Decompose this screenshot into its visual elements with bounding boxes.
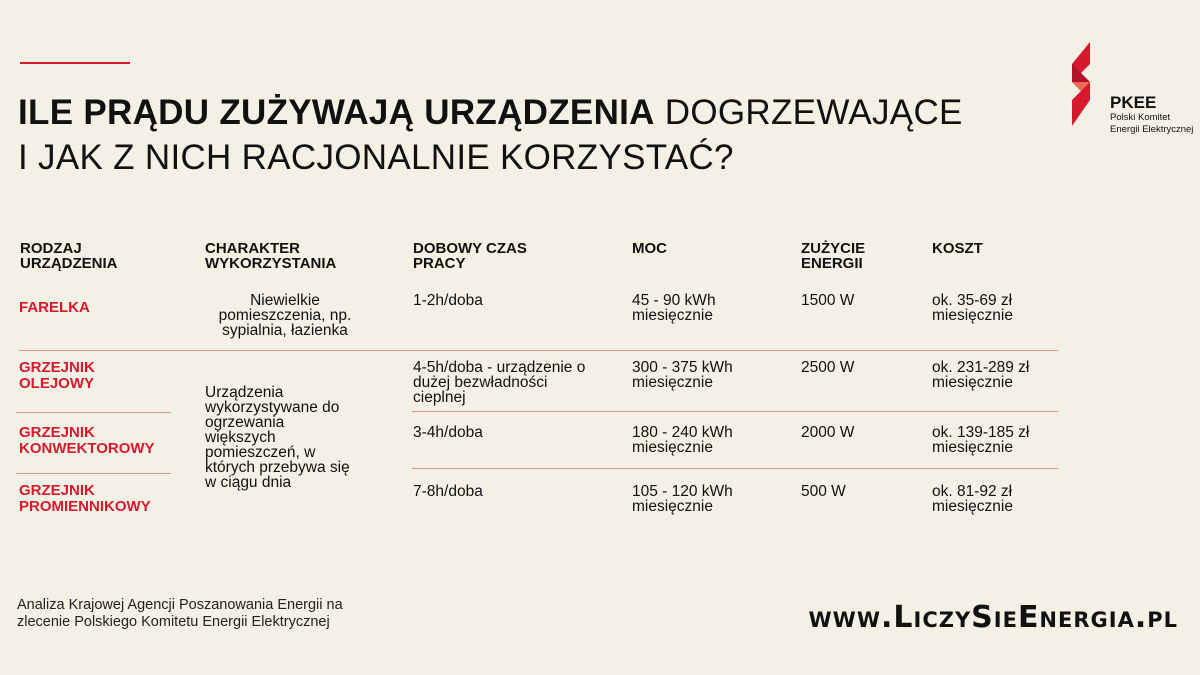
title-bold: ILE PRĄDU ZUŻYWAJĄ URZĄDZENIA bbox=[18, 93, 655, 132]
energy-usage: 300 - 375 kWh miesięcznie bbox=[632, 359, 733, 391]
website-link[interactable]: www.LiczySieEnergia.pl bbox=[808, 600, 1178, 635]
pkee-logo bbox=[1068, 42, 1194, 135]
source-note: Analiza Krajowej Agencji Poszanowania Energii na zlecenie Polskiego Komitetu Energii Elektrycznej bbox=[17, 597, 343, 630]
device-name: GRZEJNIK OLEJOWY bbox=[19, 359, 95, 392]
energy-usage: 45 - 90 kWh miesięcznie bbox=[632, 292, 716, 324]
title-rest: DOGRZEWAJĄCE bbox=[654, 93, 963, 132]
row-divider bbox=[412, 468, 1058, 469]
power: 2000 W bbox=[801, 424, 855, 441]
daily-time: 3-4h/doba bbox=[413, 424, 483, 441]
cost: ok. 81-92 zł miesięcznie bbox=[932, 483, 1013, 515]
device-name: GRZEJNIK KONWEKTOROWY bbox=[19, 424, 155, 457]
daily-time: 4-5h/doba - urządzenie o dużej bezwładności cieplnej bbox=[413, 359, 586, 406]
header-power: MOC bbox=[632, 240, 667, 257]
title-line2: I JAK Z NICH RACJONALNIE KORZYSTAĆ? bbox=[18, 138, 734, 177]
row-divider bbox=[16, 412, 171, 413]
logo-line2: Energii Elektrycznej bbox=[1110, 124, 1194, 135]
device-name: GRZEJNIK PROMIENNIKOWY bbox=[19, 482, 151, 515]
logo-line1: Polski Komitet bbox=[1110, 112, 1171, 123]
cost: ok. 231-289 zł miesięcznie bbox=[932, 359, 1030, 391]
row-divider bbox=[412, 411, 1058, 412]
row-divider bbox=[19, 350, 1058, 351]
daily-time: 7-8h/doba bbox=[413, 483, 483, 500]
header-usage: CHARAKTER WYKORZYSTANIA bbox=[205, 240, 337, 272]
header-device-type: RODZAJ URZĄDZENIA bbox=[20, 240, 118, 272]
device-name: FARELKA bbox=[19, 299, 90, 316]
pkee-logo-icon bbox=[1068, 42, 1108, 127]
header-energy: ZUŻYCIE ENERGII bbox=[801, 240, 866, 272]
power: 1500 W bbox=[801, 292, 855, 309]
power: 500 W bbox=[801, 483, 846, 500]
page-title bbox=[18, 90, 963, 180]
energy-usage: 180 - 240 kWh miesięcznie bbox=[632, 424, 733, 456]
cost: ok. 139-185 zł miesięcznie bbox=[932, 424, 1030, 456]
daily-time: 1-2h/doba bbox=[413, 292, 483, 309]
usage-large: Urządzenia wykorzystywane do ogrzewania większych pomieszczeń, w których przebywa się w ciągu dnia bbox=[205, 384, 350, 491]
power: 2500 W bbox=[801, 359, 855, 376]
cost: ok. 35-69 zł miesięcznie bbox=[932, 292, 1013, 324]
logo-name: PKEE bbox=[1110, 93, 1157, 112]
row-divider bbox=[16, 473, 171, 474]
title-accent-line bbox=[20, 62, 130, 64]
usage-small: Niewielkie pomieszczenia, np. sypialnia, łazienka bbox=[218, 292, 352, 339]
header-cost: KOSZT bbox=[932, 240, 983, 257]
energy-usage: 105 - 120 kWh miesięcznie bbox=[632, 483, 733, 515]
header-daily-time: DOBOWY CZAS PRACY bbox=[413, 240, 527, 272]
